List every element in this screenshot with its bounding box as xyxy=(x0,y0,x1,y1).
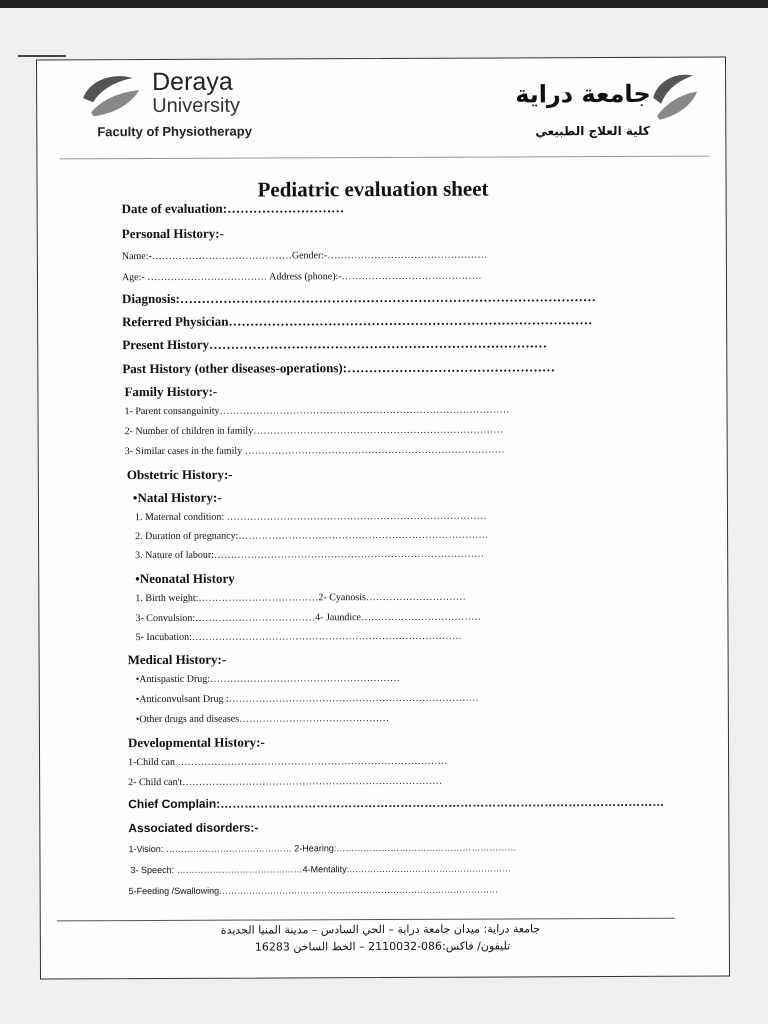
neonatal-item[interactable]: 5- Incubation:……………………………………………………………………… xyxy=(135,630,462,644)
natal-item[interactable]: 2. Duration of pregnancy:………………………………………………………………… xyxy=(135,529,489,543)
developmental-item[interactable]: 2- Child can't…………………………………………………………………… xyxy=(128,775,443,789)
natal-item[interactable]: 3. Nature of labour:……………………………………………………………………… xyxy=(135,548,485,562)
faculty-name-ar: كلية العلاج الطبيعي xyxy=(535,123,650,139)
present-history-field[interactable]: Present History…………………………………………………………………… xyxy=(122,335,548,353)
university-name-en-line2: University xyxy=(152,94,241,118)
developmental-history-heading: Developmental History:- xyxy=(127,734,265,751)
form-title: Pediatric evaluation sheet xyxy=(257,176,489,202)
developmental-item[interactable]: 1-Child can ……………………………………………………………………… xyxy=(128,755,448,769)
natal-item[interactable]: 1. Maternal condition: …………………………………………………………………… xyxy=(134,510,487,524)
natal-history-heading: • Natal History:- xyxy=(133,490,222,506)
past-history-field[interactable]: Past History (other diseases-operations):………………………………………… xyxy=(122,359,556,377)
associated-item[interactable]: 1-Vision: …………………………………… 2-Hearing:…………………………………………………… xyxy=(128,842,517,855)
deraya-logo-ar-icon xyxy=(647,68,699,129)
medical-item[interactable]: • Antispastic Drug:………………………………………………… xyxy=(136,673,400,685)
age-address-field[interactable]: Age:- ……………………………… Address (phone):-…………………………………… xyxy=(121,270,482,284)
medical-item[interactable]: • Anticonvulsant Drug :………………………………………………………………… xyxy=(136,693,479,705)
university-name-en: Deraya xyxy=(152,67,233,97)
header-divider xyxy=(59,156,709,160)
associated-item[interactable]: 3- Speech: ……………………………………4-Mentality:……………………………………………… xyxy=(130,863,512,876)
footer-divider xyxy=(57,918,675,922)
chief-complain-field[interactable]: Chief Complain:………………………………………………………………………………………………… xyxy=(128,794,665,812)
faculty-name-en: Faculty of Physiotherapy xyxy=(97,123,252,140)
footer-address-ar: جامعة دراية: ميدان جامعة دراية – الحي السادس – مدينة المنيا الجديدة xyxy=(220,922,541,937)
neonatal-item[interactable]: 3- Convulsion:………………………………4- Jaundice……………………………… xyxy=(135,611,482,625)
neonatal-history-heading: • Neonatal History xyxy=(135,571,235,587)
date-of-evaluation-field[interactable]: Date of evaluation:……………………… xyxy=(121,200,345,217)
university-name-ar: جامعة دراية xyxy=(515,79,651,109)
family-item[interactable]: 2- Number of children in family………………………………………………………………… xyxy=(124,424,504,438)
associated-item[interactable]: 5-Feeding /Swallowing………………………………………………………………………………… xyxy=(128,884,499,897)
family-item[interactable]: 3- Similar cases in the family …………………………………………………………………… xyxy=(124,444,505,458)
paper-edge-mark xyxy=(18,55,66,57)
obstetric-history-heading: Obstetric History:- xyxy=(126,466,233,483)
family-history-heading: Family History:- xyxy=(124,383,218,400)
associated-disorders-heading: Associated disorders:- xyxy=(128,820,259,836)
name-gender-field[interactable]: Name:-……………………………………Gender:-………………………………………… xyxy=(121,249,488,263)
footer-phone-ar: تليفون/ فاكس:086-2110032 – الخط الساخن 16283 xyxy=(254,939,511,954)
deraya-logo-icon xyxy=(79,68,143,125)
evaluation-sheet xyxy=(36,56,730,979)
neonatal-item[interactable]: 1. Birth weight:………………………………2- Cyanosis………………………… xyxy=(135,591,466,605)
top-edge-shadow xyxy=(0,0,768,8)
diagnosis-field[interactable]: Diagnosis:…………………………………………………………………………………… xyxy=(122,289,596,307)
personal-history-heading: Personal History:- xyxy=(121,225,224,242)
referred-physician-field[interactable]: Referred Physician………………………………………………………………………… xyxy=(122,312,593,330)
medical-item[interactable]: • Other drugs and diseases……………………………………… xyxy=(136,713,389,725)
family-item[interactable]: 1- Parent consanguinity…………………………………………………………………………… xyxy=(124,404,510,418)
medical-history-heading: Medical History:- xyxy=(127,651,227,668)
